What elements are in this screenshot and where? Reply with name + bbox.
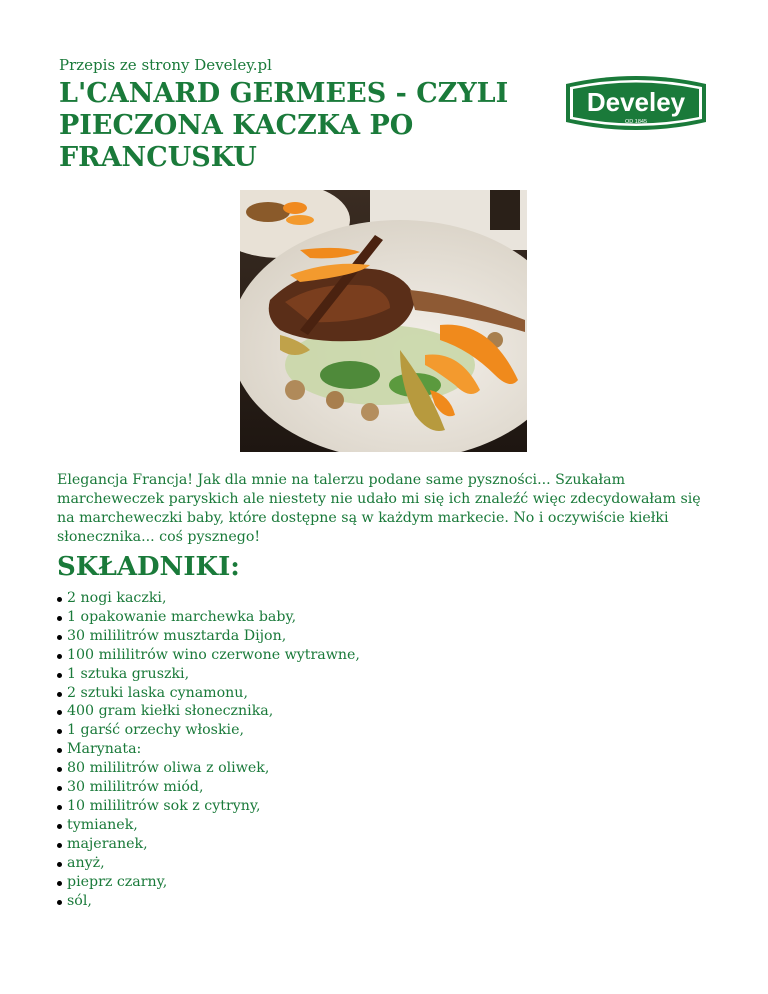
ingredient-item: 400 gram kiełki słonecznika, — [57, 702, 360, 721]
source-line: Przepis ze strony Develey.pl — [59, 56, 272, 74]
ingredient-item: sól, — [57, 892, 360, 911]
ingredient-item: 30 mililitrów musztarda Dijon, — [57, 627, 360, 646]
recipe-intro: Elegancja Francja! Jak dla mnie na talerzu podane same pyszności... Szukałam marcheweczek paryskich ale niestety nie udało mi się ich znaleźć więc zdecydowałam się na marcheweczki baby, które dostępne są w każdym markecie. No i oczywiście kiełki słonecznika... coś pysznego! — [57, 472, 701, 545]
recipe-photo — [240, 190, 527, 452]
ingredient-item: 1 sztuka gruszki, — [57, 665, 360, 684]
ingredient-item: majeranek, — [57, 835, 360, 854]
ingredient-item: anyż, — [57, 854, 360, 873]
duck-dish-image — [240, 190, 527, 452]
ingredient-item: 1 opakowanie marchewka baby, — [57, 608, 360, 627]
ingredients-heading: SKŁADNIKI: — [57, 552, 240, 582]
recipe-title: L'CANARD GERMEES - CZYLI PIECZONA KACZKA PO FRANCUSKU — [59, 78, 509, 173]
ingredient-item: 1 garść orzechy włoskie, — [57, 721, 360, 740]
ingredient-item: Marynata: — [57, 740, 360, 759]
develey-logo-graphic — [562, 70, 710, 136]
ingredient-item: 2 sztuki laska cynamonu, — [57, 684, 360, 703]
ingredient-item: 30 mililitrów miód, — [57, 778, 360, 797]
ingredient-item: 100 mililitrów wino czerwone wytrawne, — [57, 646, 360, 665]
ingredient-item: tymianek, — [57, 816, 360, 835]
ingredients-list — [57, 589, 360, 910]
ingredient-item: 80 mililitrów oliwa z oliwek, — [57, 759, 360, 778]
ingredient-item: 10 mililitrów sok z cytryny, — [57, 797, 360, 816]
logo-tagline: OD 1845 — [624, 119, 648, 125]
ingredient-item: 2 nogi kaczki, — [57, 589, 360, 608]
logo-text: Develey — [586, 87, 686, 117]
develey-logo[interactable] — [562, 70, 710, 136]
ingredient-item: pieprz czarny, — [57, 873, 360, 892]
